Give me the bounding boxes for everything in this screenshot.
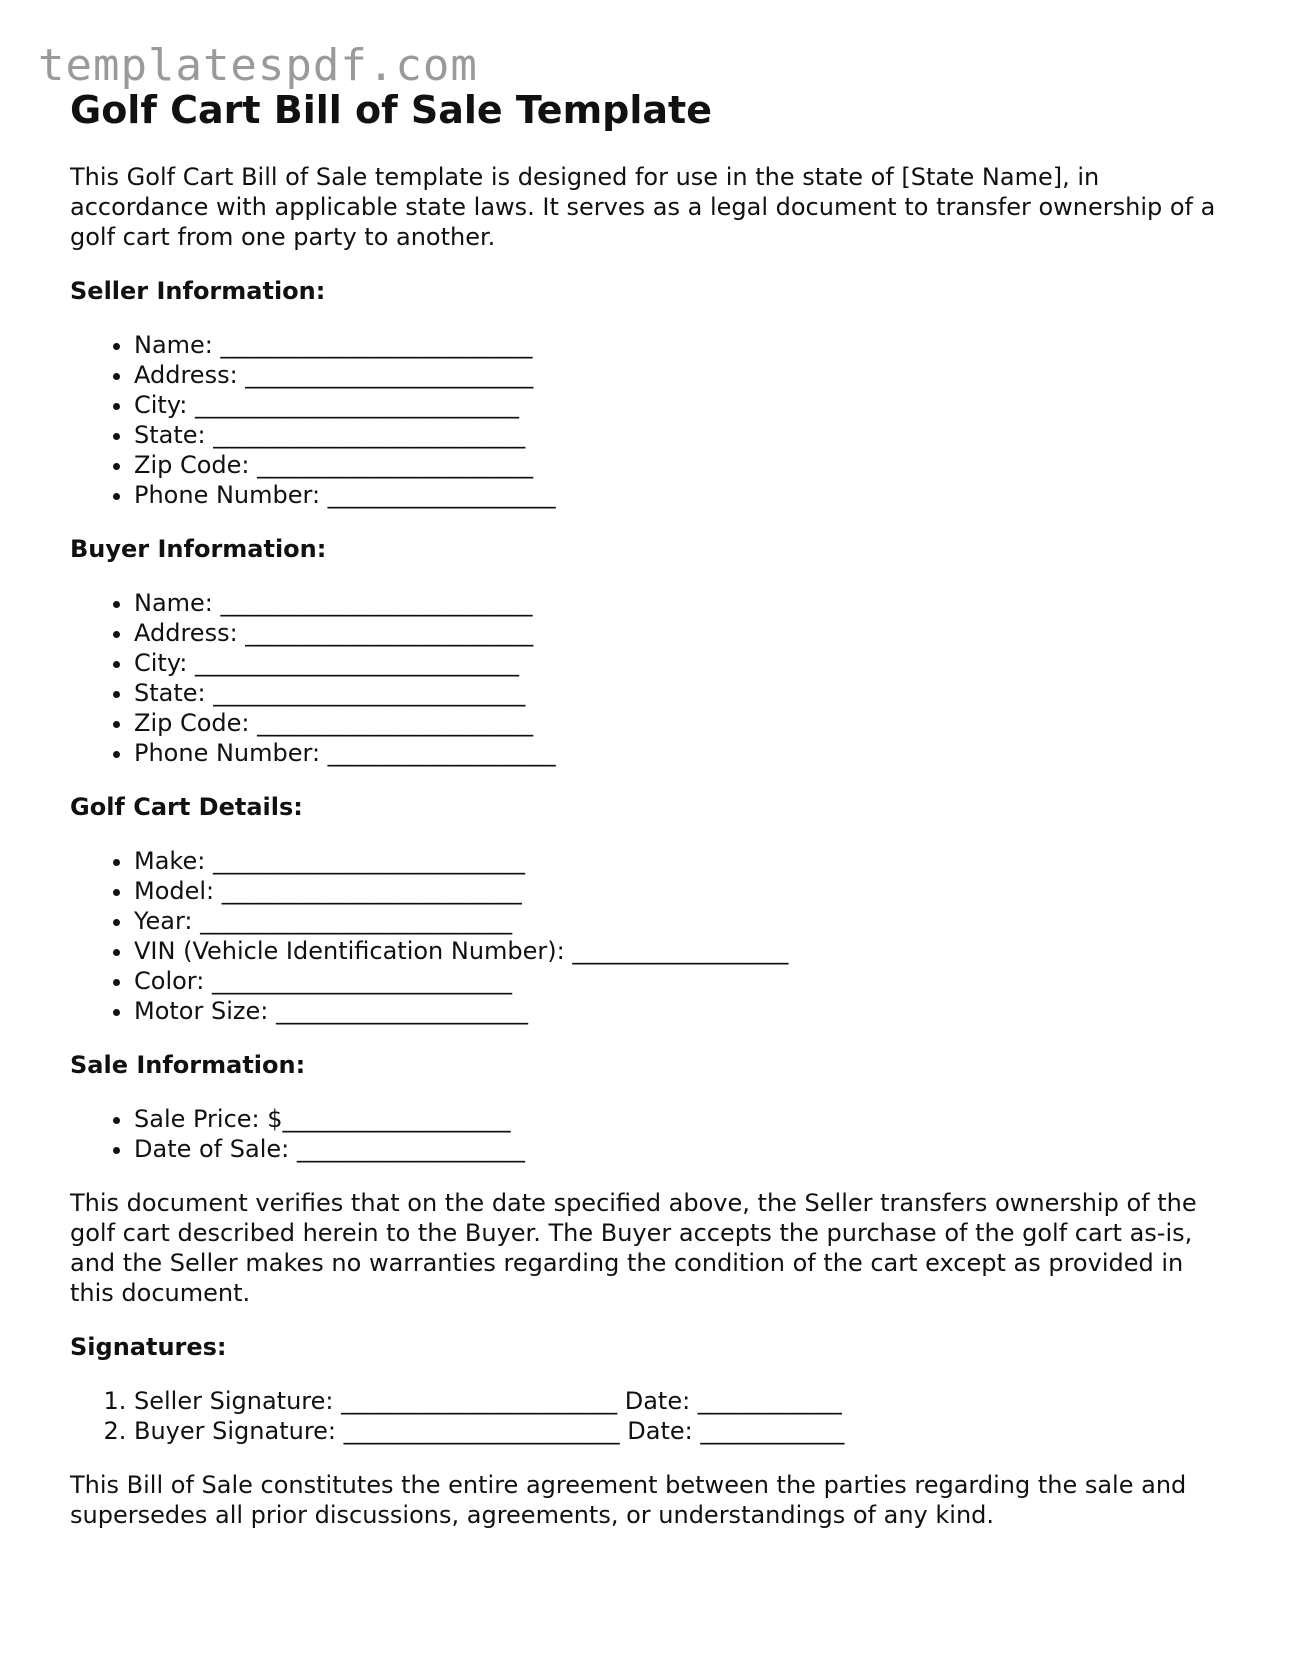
seller-signature-line[interactable]: 1. Seller Signature: _______________________ Date: ____________ [134, 1386, 1230, 1416]
buyer-city-field[interactable]: • City: ___________________________ [134, 648, 1230, 678]
seller-state-field[interactable]: • State: __________________________ [134, 420, 1230, 450]
seller-phone-field[interactable]: • Phone Number: ___________________ [134, 480, 1230, 510]
buyer-field-list [70, 588, 1230, 768]
buyer-state-field[interactable]: • State: __________________________ [134, 678, 1230, 708]
sale-date-field[interactable]: • Date of Sale: ___________________ [134, 1134, 1230, 1164]
cart-color-field[interactable]: • Color: _________________________ [134, 966, 1230, 996]
seller-name-field[interactable]: • Name: __________________________ [134, 330, 1230, 360]
verification-paragraph: This document verifies that on the date specified above, the Seller transfers ownership of the golf cart described herein to the Buyer. The Buyer accepts the purchase of the golf cart as-is, and the Seller makes no warranties regarding the condition of the cart except as provided in this document. [70, 1189, 1197, 1307]
seller-field-list [70, 330, 1230, 510]
cart-details-heading: Golf Cart Details: [70, 793, 303, 821]
seller-address-field[interactable]: • Address: ________________________ [134, 360, 1230, 390]
seller-heading: Seller Information: [70, 277, 326, 305]
cart-motor-size-field[interactable]: • Motor Size: _____________________ [134, 996, 1230, 1026]
sale-price-field[interactable]: • Sale Price: $___________________ [134, 1104, 1230, 1134]
cart-year-field[interactable]: • Year: __________________________ [134, 906, 1230, 936]
document-body [70, 82, 1230, 1530]
seller-city-field[interactable]: • City: ___________________________ [134, 390, 1230, 420]
buyer-heading: Buyer Information: [70, 535, 327, 563]
seller-zip-field[interactable]: • Zip Code: _______________________ [134, 450, 1230, 480]
intro-paragraph: This Golf Cart Bill of Sale template is designed for use in the state of [State Name], in accordance with applicable state laws. It serves as a legal document to transfer ownership of a golf cart from one party to another. [70, 163, 1216, 251]
buyer-signature-line[interactable]: 2. Buyer Signature: _______________________ Date: ____________ [134, 1416, 1230, 1446]
sale-info-heading: Sale Information: [70, 1051, 306, 1079]
cart-vin-field[interactable]: • VIN (Vehicle Identification Number): __________________ [134, 936, 1230, 966]
cart-model-field[interactable]: • Model: _________________________ [134, 876, 1230, 906]
buyer-address-field[interactable]: • Address: ________________________ [134, 618, 1230, 648]
cart-field-list [70, 846, 1230, 1026]
signatures-heading: Signatures: [70, 1333, 227, 1361]
signature-list [70, 1386, 1230, 1446]
buyer-zip-field[interactable]: • Zip Code: _______________________ [134, 708, 1230, 738]
buyer-name-field[interactable]: • Name: __________________________ [134, 588, 1230, 618]
closing-paragraph: This Bill of Sale constitutes the entire agreement between the parties regarding the sale and supersedes all prior discussions, agreements, or understandings of any kind. [70, 1471, 1187, 1529]
watermark: templatespdf.com [38, 40, 478, 91]
cart-make-field[interactable]: • Make: __________________________ [134, 846, 1230, 876]
buyer-phone-field[interactable]: • Phone Number: ___________________ [134, 738, 1230, 768]
sale-field-list [70, 1104, 1230, 1164]
page-title: Golf Cart Bill of Sale Template [70, 88, 712, 132]
